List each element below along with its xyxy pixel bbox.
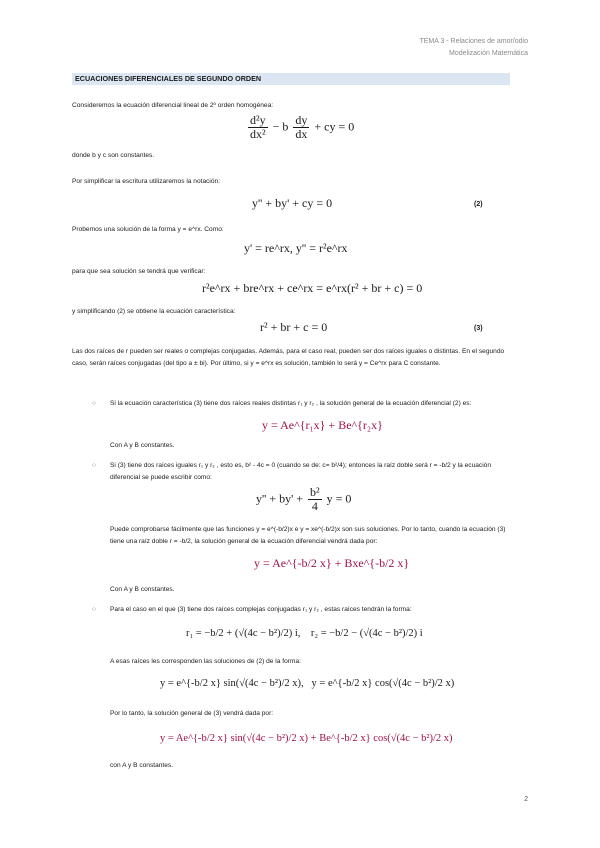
case1-text: Si la ecuación característica (3) tiene dos raíces reales distintas r₁ y r₂ , la solución general de la ecuación diferencial (2) es: [110,400,472,407]
case3-root-1: r₁ = −b/2 + (√(4c − b²)/2) i, [186,628,301,639]
case3-solution-1: y = e^{-b/2 x} sin(√(4c − b²)/2 x), [160,678,304,689]
paragraph-roots: Las dos raíces de r pueden ser reales o complejas conjugadas. Además, para el caso real, pueden ser dos raíces iguales o distintas. En el segundo caso, serán raíces conjugadas (del tipo a ± bi). Por último, si y = e^rx es solución, también lo será y = Ce^rx para C constante. [72,348,505,367]
page-number: 2 [524,796,528,803]
section-title: ECUACIONES DIFERENCIALES DE SEGUNDO ORDEN [72,73,510,85]
case3-text2: A esas raíces les corresponden las soluciones de (2) de la forma: [110,658,301,665]
case3-text3: Por lo tanto, la solución general de (3) vendrá dada por: [110,710,274,717]
bullet-icon: ○ [92,462,96,469]
case2-eq-left: y'' + by' + [256,491,304,506]
bullet-icon: ○ [92,400,96,407]
header-line-2: Modelización Matemática [449,50,528,57]
case2-eq-den: 4 [311,499,318,513]
paragraph-intro: Consideremos la ecuación diferencial lineal de 2º orden homogénea: [72,102,274,109]
equation-5-number: (3) [474,325,483,332]
case3-roots [186,628,423,639]
paragraph-trial: Probemos una solución de la forma y = e^rx. Como: [72,226,224,233]
case2-equation [256,486,351,513]
eq1-minus-b: − b [272,119,289,134]
case3-general-solution: y = Ae^{-b/2 x} sin(√(4c − b²)/2 x) + Be^{-b/2 x} cos(√(4c − b²)/2 x) [160,733,453,744]
eq1-den1: dx² [250,127,266,141]
paragraph-characteristic: y simplificando (2) se obtiene la ecuación característica: [72,308,236,315]
equation-1 [246,114,354,141]
case2-text2: Puede comprobarse fácilmente que las funciones y = e^(-b/2)x e y = xe^(-b/2)x son sus soluciones. Por lo tanto, cuando la ecuación (3) tiene una raíz doble r = -b/2, la solución general de la ecuación diferencial vendrá dada por: [110,526,506,545]
case3-after: con A y B constantes. [110,762,174,769]
case3-solutions [160,678,454,689]
eq1-num1: d²y [250,113,266,127]
case1-after: Con A y B constantes. [110,442,175,449]
case1-equation: y = Ae^{r₁x} + Be^{r₂x} [262,418,383,432]
bullet-icon: ○ [92,606,96,613]
equation-3: y' = re^rx, y'' = r²e^rx [244,241,348,255]
paragraph-constants: donde b y c son constantes. [72,152,155,159]
case3-root-2: r₂ = −b/2 − (√(4c − b²)/2) i [310,628,423,639]
case2-text: Si (3) tiene dos raíces iguales r₁ y r₂ , esto es, b² - 4c = 0 (cuando se de: c= b²/4); entonces la raíz doble será r = -b/2 y la ecuación diferencial se puede escribir como: [110,462,492,481]
paragraph-notation: Por simplificar la escritura utilizaremos la notación: [72,178,221,185]
case3-solution-2: y = e^{-b/2 x} cos(√(4c − b²)/2 x) [311,678,455,689]
case2-equation-2: y = Ae^{-b/2 x} + Bxe^{-b/2 x} [254,556,410,570]
case2-eq-num: b² [310,485,320,499]
eq1-rest: + cy = 0 [314,119,355,134]
equation-4: r²e^rx + bre^rx + ce^rx = e^rx(r² + br + c) = 0 [202,281,423,295]
case2-eq-right: y = 0 [326,491,352,506]
equation-2-number: (2) [474,201,483,208]
eq1-num2: dy [295,113,308,127]
equation-5: r² + br + c = 0 [260,320,328,334]
case3-text: Para el caso en el que (3) tiene dos raíces complejas conjugadas r₁ y r₂ , estas raíces tendrán la forma: [110,606,412,613]
case2-after: Con A y B constantes. [110,586,175,593]
header-line-1: TEMA 3 - Relaciones de amor/odio [419,38,528,45]
equation-2: y'' + by' + cy = 0 [252,196,333,210]
eq1-den2: dx [295,127,308,141]
paragraph-verify: para que sea solución se tendrá que verificar: [72,268,206,275]
